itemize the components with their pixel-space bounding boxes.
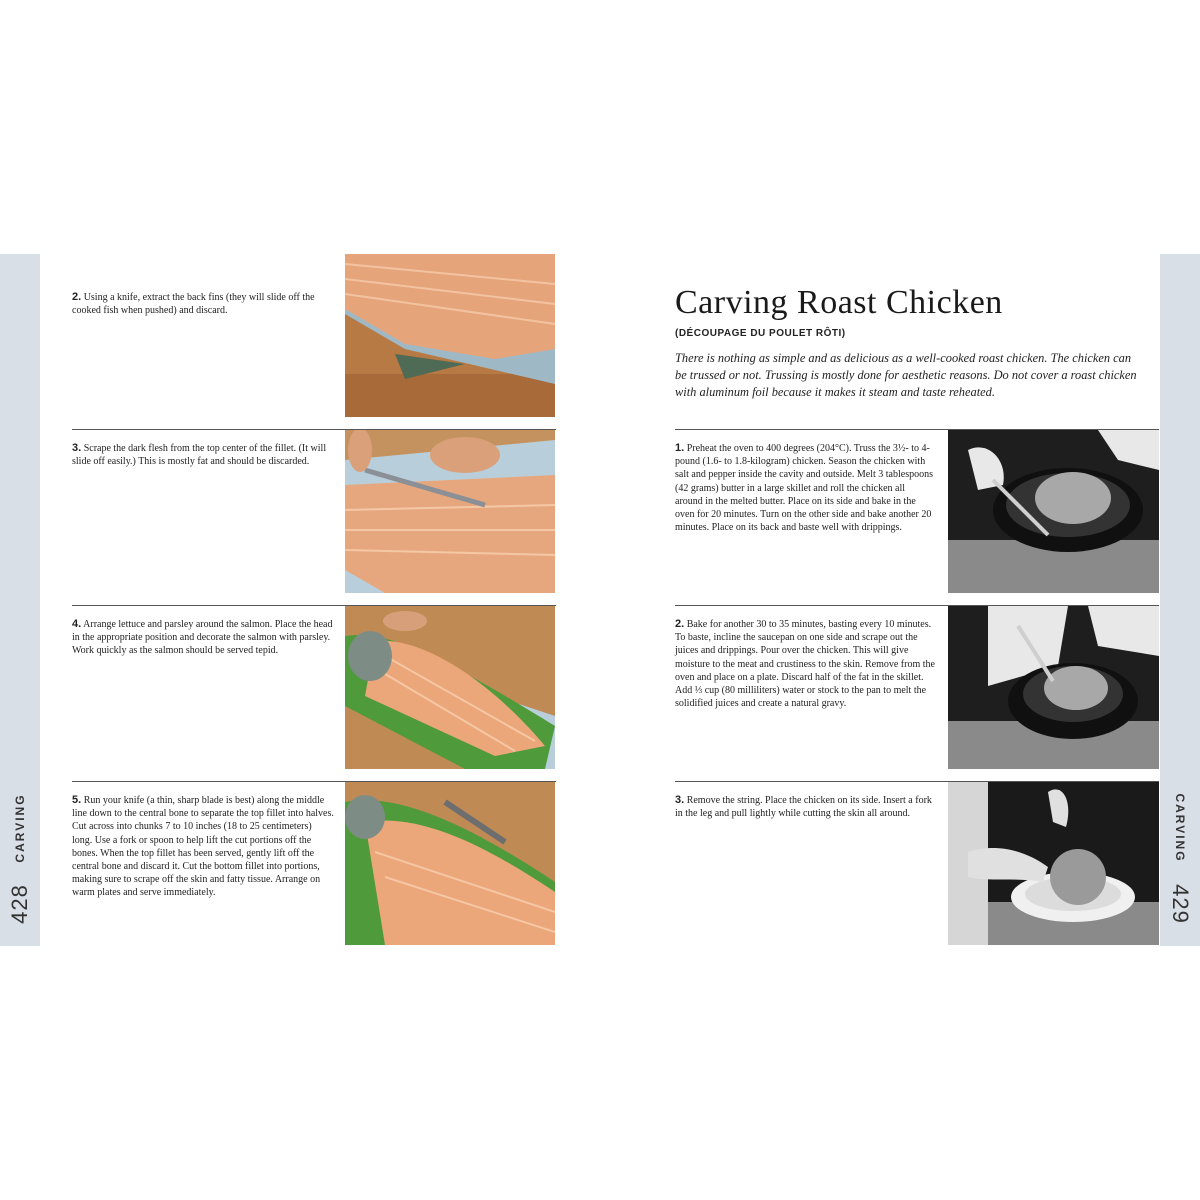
step-text: Scrape the dark flesh from the top center of the fillet. (It will slide off easily.) This is mostly fat and should be discarded. (72, 443, 327, 468)
left-step-5 (72, 794, 334, 900)
step-number: 3. (675, 794, 685, 806)
step-number: 4. (72, 618, 82, 630)
left-step-2 (72, 291, 334, 317)
step-number: 1. (675, 442, 685, 454)
right-step-3 (675, 794, 935, 820)
left-step-4 (72, 618, 334, 658)
left-section-label: CARVING (13, 793, 27, 863)
step-text: Run your knife (a thin, sharp blade is best) along the middle line down to the central bone to separate the top fillet into halves. Cut across into chunks 7 to 10 inches (18 to 25 centimeters) long. Use a fork or spoon to help lift the cut portions off the bones. When the top fillet has been served, gently lift off the central bone and discard it. Cut the bottom fillet into portions, making sure to scrape off the skin and fatty tissue. Arrange on warm plates and serve immediately. (72, 795, 334, 899)
step-number: 2. (72, 291, 82, 303)
left-step-3 (72, 442, 334, 468)
salmon-portion-photo (345, 782, 555, 945)
left-page-number: 428 (7, 884, 32, 924)
left-page-edge-band (0, 254, 40, 946)
page-subtitle: (DÉCOUPAGE DU POULET RÔTI) (675, 328, 846, 339)
right-step-1 (675, 442, 935, 534)
salmon-lettuce-photo (345, 606, 555, 769)
chicken-plate-photo (948, 782, 1159, 945)
step-text: Remove the string. Place the chicken on its side. Insert a fork in the leg and pull lightly while cutting the skin all around. (675, 795, 932, 820)
chicken-skillet-photo (948, 430, 1159, 593)
step-text: Bake for another 30 to 35 minutes, basting every 10 minutes. To baste, incline the saucepan on one side and scrape out the juices and drippings. Pour over the chicken. This will give moisture to the meat and crustiness to the skin. Remove from the oven and place on a plate. Discard half of the fat in the skillet. Add ⅓ cup (80 milliliters) water or stock to the pan to melt the solidified juices and create a natural gravy. (675, 619, 935, 710)
step-number: 2. (675, 618, 685, 630)
step-text: Using a knife, extract the back fins (they will slide off the cooked fish when pushed) and discard. (72, 292, 315, 317)
salmon-scrape-photo (345, 430, 555, 593)
chicken-baste-photo (948, 606, 1159, 769)
page-title: Carving Roast Chicken (675, 284, 1003, 321)
step-text: Preheat the oven to 400 degrees (204°C). Truss the 3½- to 4-pound (1.6- to 1.8-kilogram) chicken. Season the chicken with salt and pepper inside the cavity and outside. Melt 3 tablespoons (42 grams) butter in a large skillet and roll the chicken all around in the melted butter. Place on its side and bake in the oven for 20 minutes. Turn on the other side and bake another 20 minutes. Place on its back and baste well with drippings. (675, 443, 933, 534)
right-page-edge-band (1160, 254, 1200, 946)
right-page-number: 429 (1168, 884, 1193, 924)
right-section-label: CARVING (1173, 793, 1187, 863)
intro-paragraph: There is nothing as simple and as delicious as a well-cooked roast chicken. The chicken can be trussed or not. Trussing is mostly done for aesthetic reasons. Do not cover a roast chicken with aluminum foil because it makes it steam and taste reheated. (675, 351, 1137, 399)
right-step-2 (675, 618, 935, 710)
salmon-back-fins-photo (345, 254, 555, 417)
step-text: Arrange lettuce and parsley around the salmon. Place the head in the appropriate position and decorate the salmon with parsley. Work quickly as the salmon should be served tepid. (72, 619, 333, 657)
step-number: 3. (72, 442, 82, 454)
step-number: 5. (72, 794, 82, 806)
